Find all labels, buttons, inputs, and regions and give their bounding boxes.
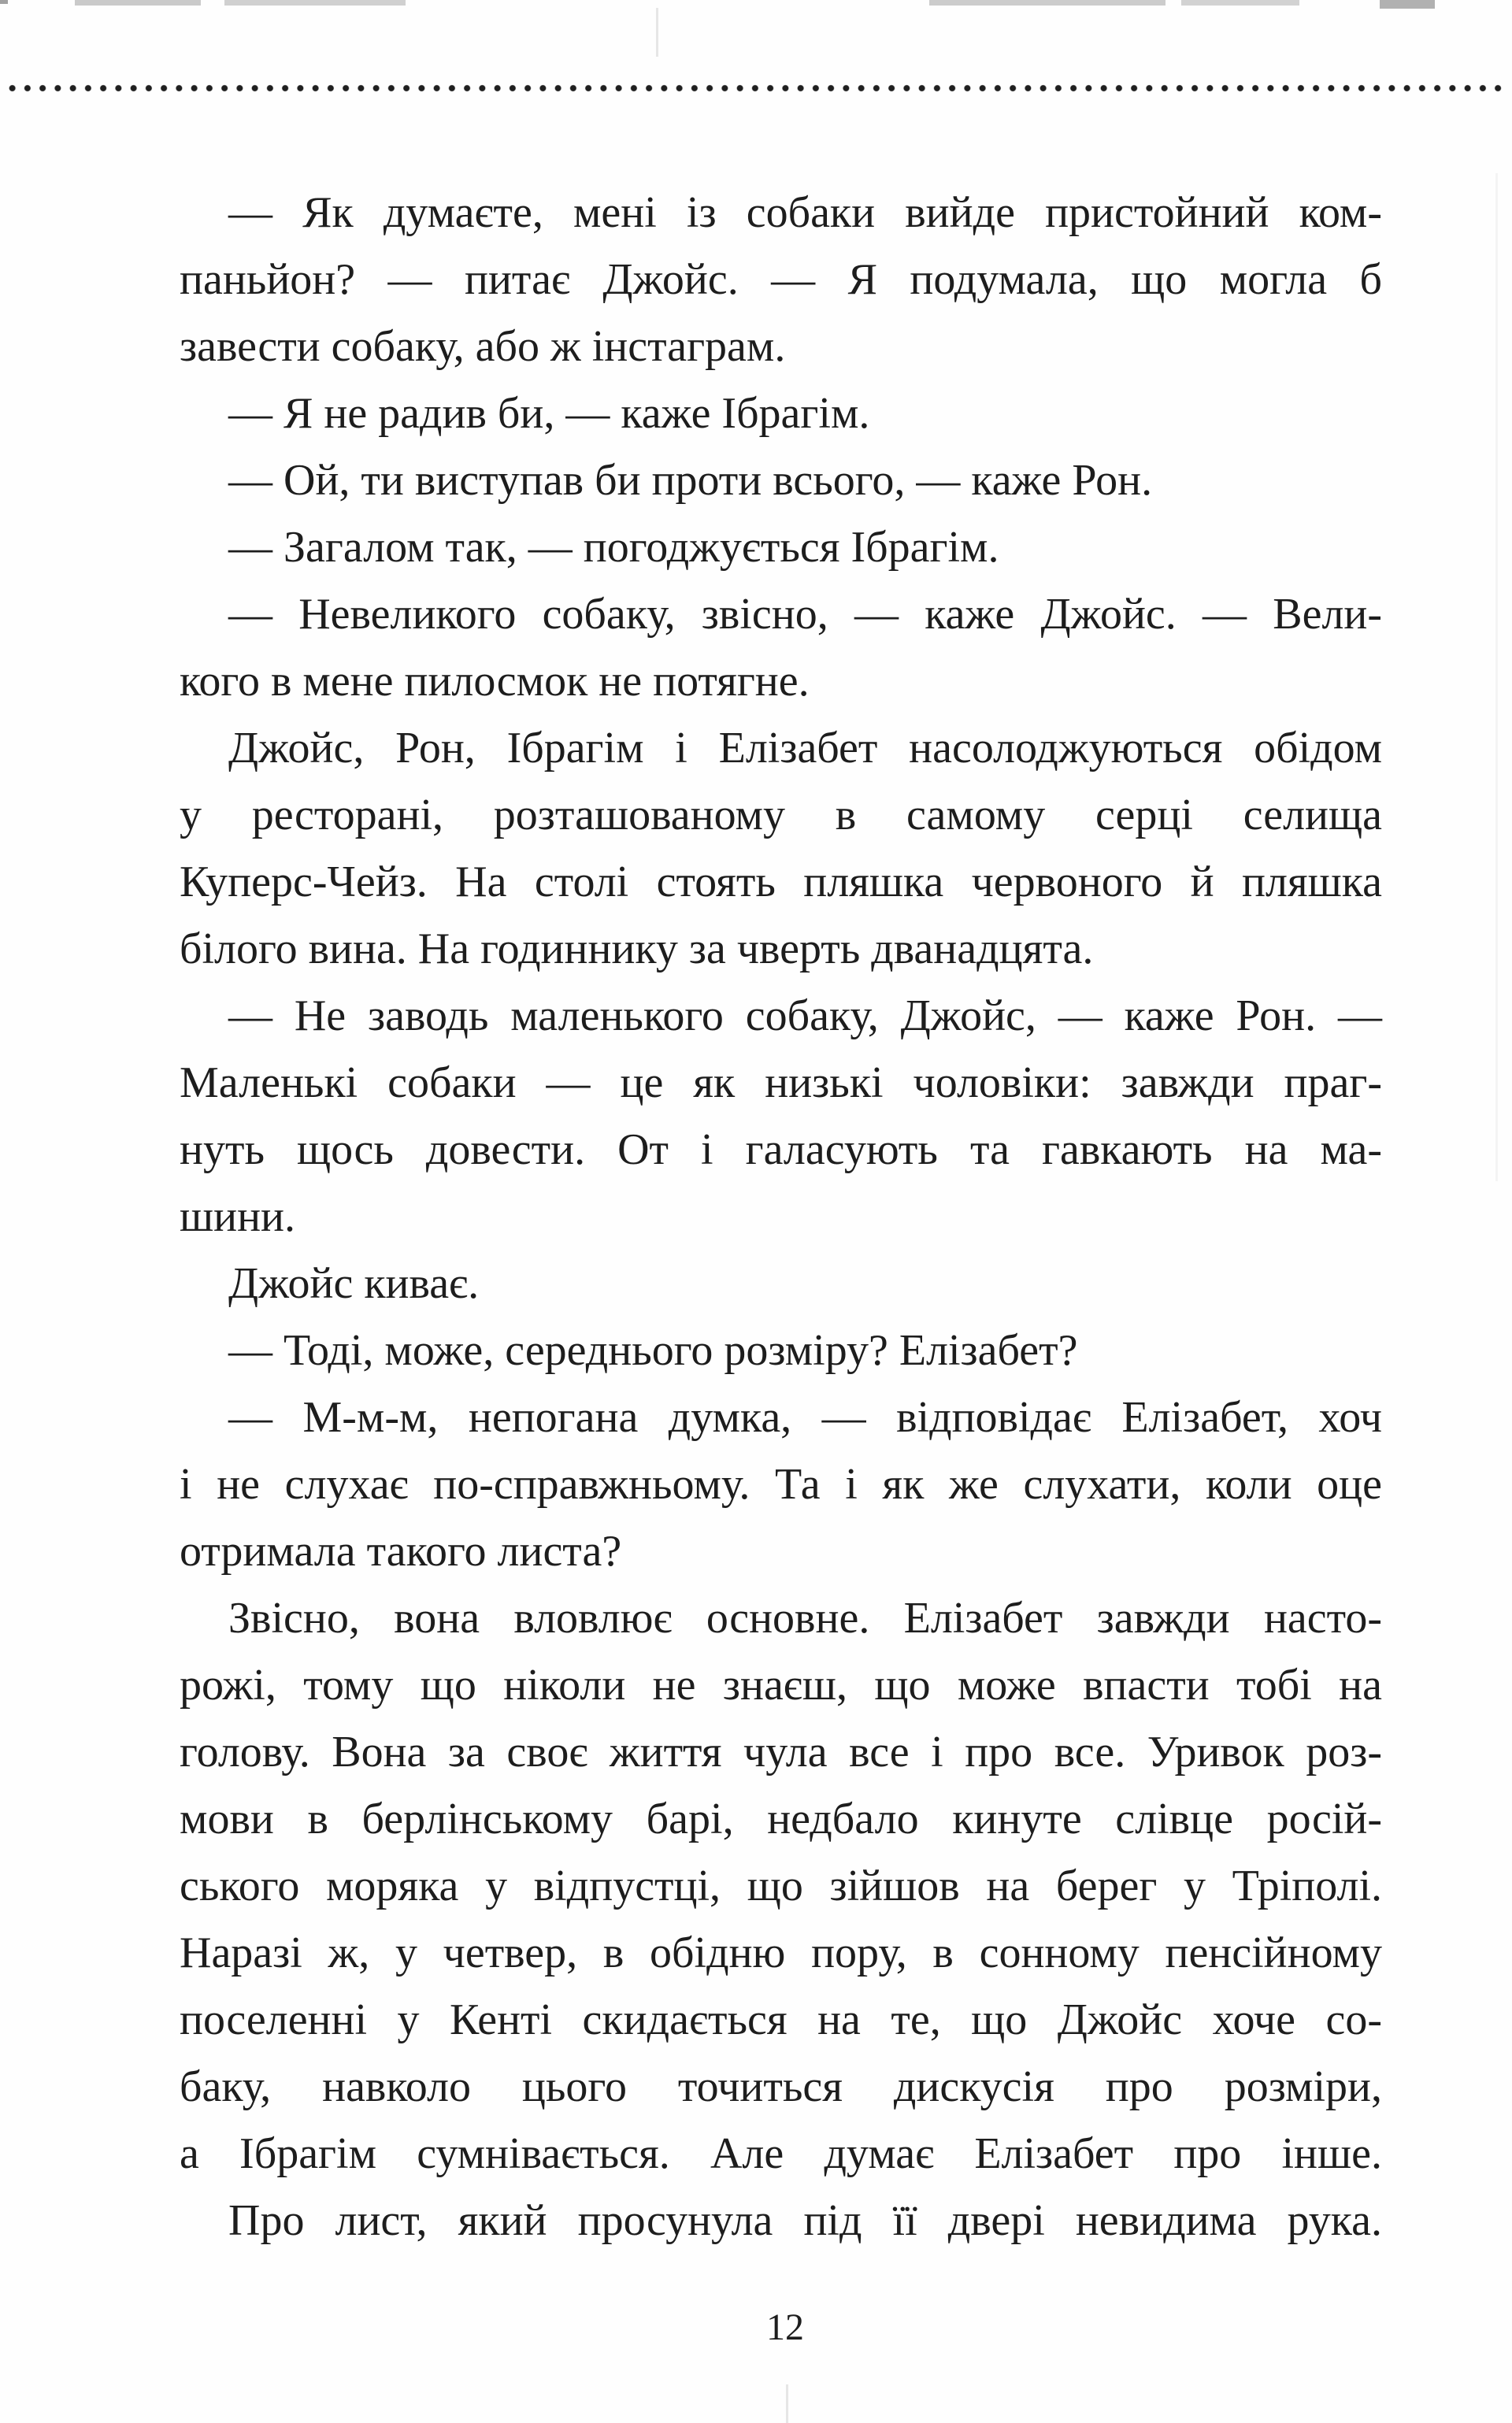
text-line: у ресторані, розташованому в самому серці селища [180,791,1382,839]
text-line: Наразі ж, у четвер, в обідню пору, в сонному пенсійному [180,1928,1382,1977]
scan-crease [656,8,658,57]
text-line: Джойс киває. [228,1259,480,1308]
text-line: — Тоді, може, середнього розміру? Елізабет? [228,1326,1078,1375]
scan-artifact-bar [0,0,8,4]
text-line: баку, навколо цього точиться дискусія про розміри, [180,2062,1382,2111]
text-line: Джойс, Рон, Ібрагім і Елізабет насолоджуються обідом [228,724,1382,772]
text-line: білого вина. На годиннику за чверть дванадцята. [180,924,1094,973]
text-line: — Не заводь маленького собаку, Джойс, — каже Рон. — [228,991,1382,1040]
text-line: — Як думаєте, мені із собаки вийде пристойний ком- [228,188,1382,237]
text-line: голову. Вона за своє життя чула все і про все. Уривок роз- [180,1728,1382,1776]
text-line: Звісно, вона вловлює основне. Елізабет завжди насто- [228,1594,1382,1643]
text-line: мови в берлінському барі, недбало кинуте слівце росій- [180,1795,1382,1843]
text-line: а Ібрагім сумнівається. Але думає Елізабет про інше. [180,2129,1382,2178]
dotted-separator [5,83,1507,94]
text-line: — М-м-м, непогана думка, — відповідає Елізабет, хоч [228,1393,1382,1442]
text-line: ського моряка у відпустці, що зійшов на берег у Тріполі. [180,1862,1382,1910]
text-line: Маленькі собаки — це як низькі чоловіки: завжди праг- [180,1058,1382,1107]
text-line: — Ой, ти виступав би проти всього, — каже Рон. [228,456,1153,505]
text-line: шини. [180,1192,296,1241]
text-line: рожі, тому що ніколи не знаєш, що може впасти тобі на [180,1661,1382,1710]
scan-artifact-bar [1181,0,1299,6]
scan-artifact-bar [224,0,406,6]
text-line: паньйон? — питає Джойс. — Я подумала, що могла б [180,255,1382,304]
scan-crease [786,2384,788,2423]
text-line: кого в мене пилосмок не потягне. [180,657,810,706]
page-number: 12 [766,2306,804,2348]
text-line: Куперс-Чейз. На столі стоять пляшка червоного й пляшка [180,858,1382,906]
scan-artifact-bar [929,0,1166,6]
scan-artifact-bar [1380,0,1435,9]
scan-artifact-bar [75,0,201,6]
text-block [180,180,1382,2254]
text-line: завести собаку, або ж інстаграм. [180,322,786,371]
text-line: нуть щось довести. От і галасують та гавкають на ма- [180,1125,1382,1174]
text-line: — Я не радив би, — каже Ібрагім. [228,389,870,438]
text-line: Про лист, який просунула під її двері невидима рука. [228,2196,1382,2245]
scan-crease [1495,173,1498,1181]
text-line: і не слухає по-справжньому. Та і як же слухати, коли оце [180,1460,1382,1509]
text-line: — Загалом так, — погоджується Ібрагім. [228,523,999,572]
text-line: поселенні у Кенті скидається на те, що Джойс хоче со- [180,1995,1382,2044]
text-line: — Невеликого собаку, звісно, — каже Джойс. — Вели- [228,590,1382,639]
text-line: отримала такого листа? [180,1527,622,1576]
